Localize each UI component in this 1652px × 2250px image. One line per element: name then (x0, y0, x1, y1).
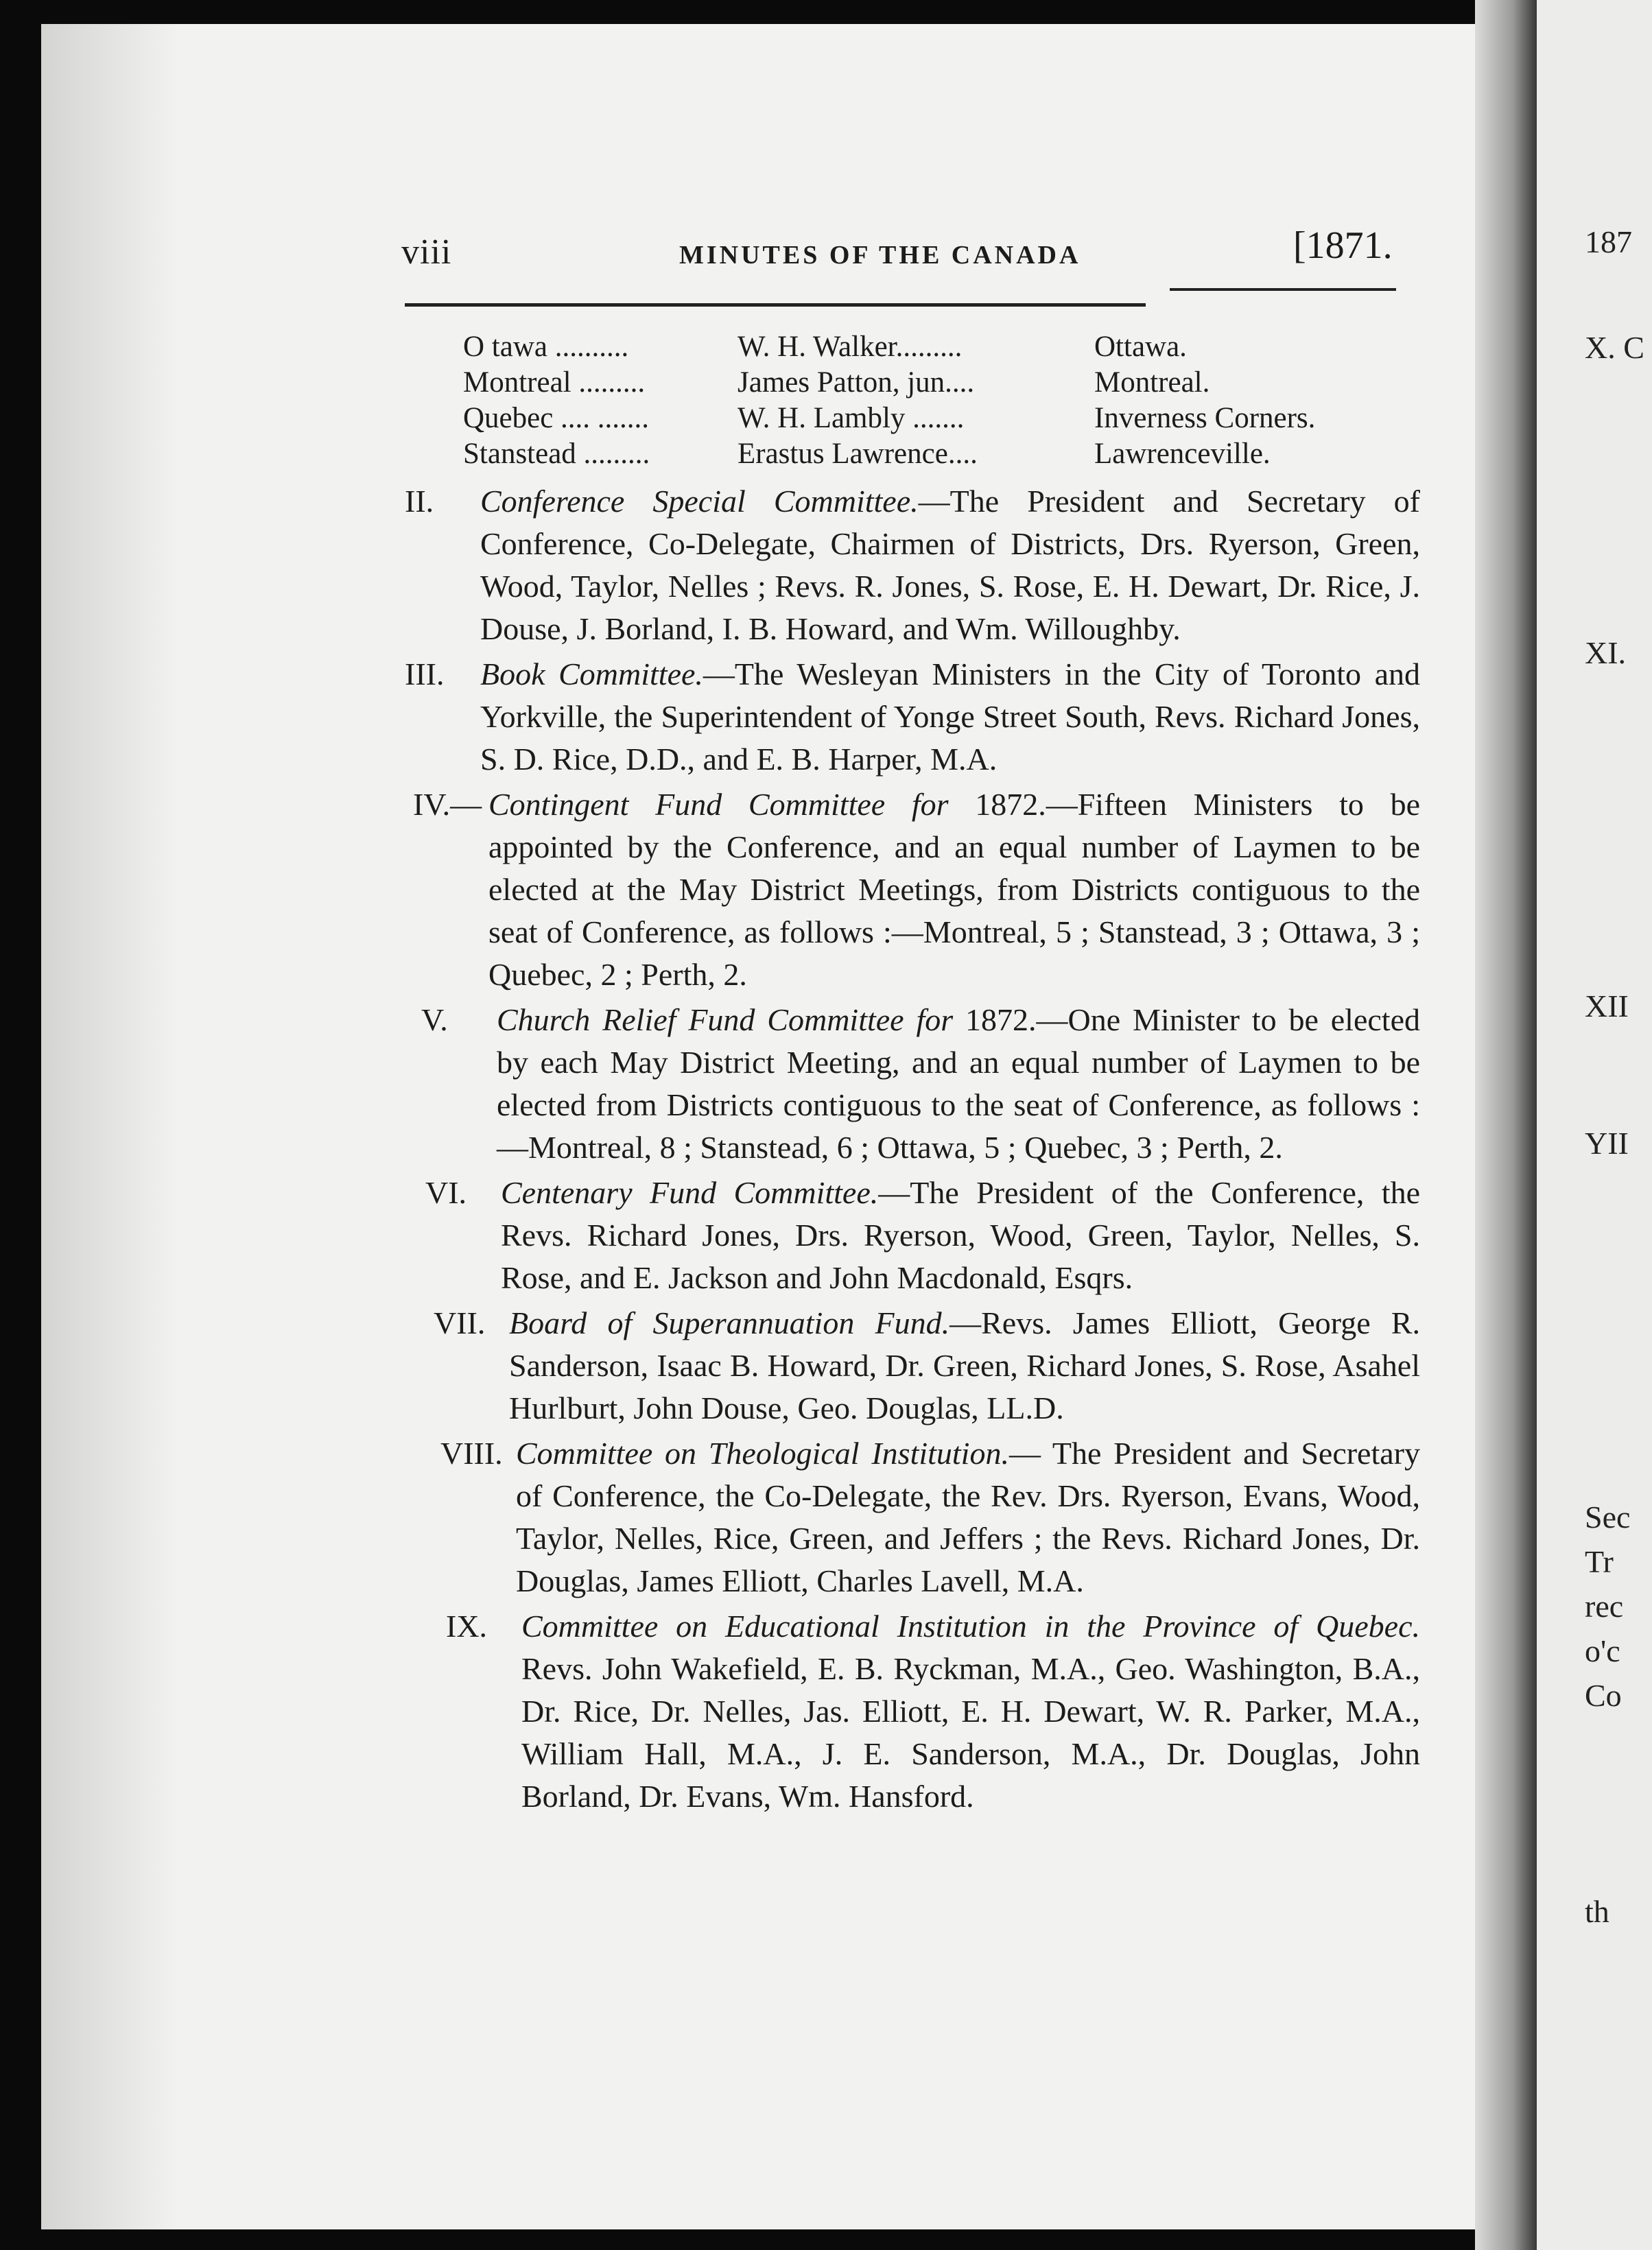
district-place: Inverness Corners. (1094, 402, 1316, 434)
facing-page-fragment: YII (1585, 1126, 1629, 1161)
entry-heading: Book Committee. (480, 656, 703, 691)
entry-text: 1872.—Fifteen Ministers to be appointed by the Conference, and an equal number of Laymen to be elected at the May District Meetings, from Districts contiguous to the seat of Conference, as follows :—Montreal, 5 ; Stanstead, 3 ; Ottawa, 3 ; Quebec, 2 ; Perth, 2. (488, 787, 1420, 992)
committee-entry (405, 480, 1420, 650)
district-person: W. H. Walker......... (738, 331, 963, 363)
entry-number: III. (405, 656, 445, 691)
committee-entry (421, 999, 1420, 1169)
entry-text: —The President of the Conference, the Revs. Richard Jones, Drs. Ryerson, Wood, Green, Taylor, Nelles, S. Rose, and E. Jackson and John Macdonald, Esqrs. (501, 1175, 1420, 1295)
facing-page-fragment: X. C (1585, 330, 1644, 365)
district-person: Erastus Lawrence.... (738, 438, 978, 470)
entry-heading: Centenary Fund Committee. (501, 1175, 879, 1210)
entry-number: IV.— (413, 787, 482, 822)
committee-list (405, 480, 1420, 1821)
committee-entry (405, 653, 1420, 781)
district-row (463, 329, 1315, 365)
facing-page-year: 187 (1585, 224, 1632, 259)
entry-number: VIII. (440, 1436, 503, 1471)
entry-number: II. (405, 484, 434, 519)
committee-entry (440, 1432, 1420, 1602)
entry-heading: Committee on Theological Institution. (516, 1436, 1009, 1471)
district-person: James Patton, jun.... (738, 366, 975, 399)
header-rule (405, 303, 1146, 307)
committee-entry (446, 1605, 1420, 1818)
committee-entry (413, 783, 1420, 996)
district-place: Lawrenceville. (1094, 438, 1271, 470)
facing-page-fragment: XII (1585, 988, 1629, 1023)
facing-page-fragment: Co (1585, 1678, 1622, 1713)
header-rule-right (1170, 288, 1396, 291)
district-name: Quebec .... ....... (463, 402, 650, 434)
entry-text: —The President and Secretary of Conference, Co-Delegate, Chairmen of Districts, Drs. Ryerson, Green, Wood, Taylor, Nelles ; Revs. R. Jones, S. Rose, E. H. Dewart, Dr. Rice, J. Douse, J. Borland, I. B. Howard, and Wm. Willoughby. (480, 484, 1420, 646)
entry-text: 1872.—One Minister to be elected by each May District Meeting, and an equal number of Laymen to be elected from Districts contiguous to the seat of Conference, as follows : —Montreal, 8 ; Stanstead, 6 ; Ottawa, 5 ; Quebec, 3 ; Perth, 2. (497, 1002, 1420, 1165)
entry-text: —The Wesleyan Ministers in the City of Toronto and Yorkville, the Superintendent of Yonge Street South, Revs. Richard Jones, S. D. Rice, D.D., and E. B. Harper, M.A. (480, 656, 1420, 777)
district-row (463, 365, 1315, 401)
district-place: Ottawa. (1094, 331, 1187, 363)
entry-heading: Contingent Fund Committee for (488, 787, 949, 822)
district-row (463, 401, 1315, 436)
facing-page-fragment: XI. (1585, 635, 1627, 670)
entry-text: Revs. John Wakefield, E. B. Ryckman, M.A., Geo. Washington, B.A., Dr. Rice, Dr. Nelles, Jas. Elliott, E. H. Dewart, W. R. Parker, M.A., William Hall, M.A., J. E. Sanderson, M.A., Dr. Douglas, John Borland, Dr. Evans, Wm. Hansford. (521, 1651, 1420, 1814)
district-list (463, 329, 1315, 472)
entry-number: VII. (434, 1305, 486, 1340)
district-name: Stanstead ......... (463, 438, 650, 470)
facing-page-fragment: o'c (1585, 1633, 1620, 1668)
facing-page-fragment: Sec (1585, 1500, 1631, 1535)
entry-heading: Church Relief Fund Committee for (497, 1002, 954, 1037)
district-name: O tawa .......... (463, 331, 629, 363)
entry-text: — The President and Secretary of Conference, the Co-Delegate, the Rev. Drs. Ryerson, Evans, Wood, Taylor, Nelles, Rice, Green, and Jeffers ; the Revs. Richard Jones, Dr. Douglas, James Elliott, Charles Lavell, M.A. (516, 1436, 1420, 1598)
entry-heading: Conference Special Committee. (480, 484, 919, 519)
book-gutter (1475, 0, 1544, 2250)
entry-text: —Revs. James Elliott, George R. Sanderson, Isaac B. Howard, Dr. Green, Richard Jones, S. Rose, Asahel Hurlburt, John Douse, Geo. Douglas, LL.D. (509, 1305, 1420, 1425)
header-year: [1871. (1293, 224, 1393, 267)
committee-entry (434, 1302, 1420, 1430)
committee-entry (425, 1172, 1420, 1299)
facing-page-fragment: Tr (1585, 1544, 1614, 1579)
entry-number: IX. (446, 1609, 488, 1644)
page-folio: viii (401, 233, 452, 272)
entry-number: V. (421, 1002, 448, 1037)
district-person: W. H. Lambly ....... (738, 402, 965, 434)
facing-page-fragment: rec (1585, 1589, 1624, 1624)
district-name: Montreal ......... (463, 366, 646, 399)
entry-heading: Board of Superannuation Fund. (509, 1305, 950, 1340)
district-row (463, 436, 1315, 472)
facing-page-fragment: th (1585, 1894, 1609, 1929)
running-head: MINUTES OF THE CANADA (679, 241, 1081, 270)
district-place: Montreal. (1094, 366, 1210, 399)
entry-number: VI. (425, 1175, 467, 1210)
entry-heading: Committee on Educational Institution in the Province of Quebec. (521, 1609, 1420, 1644)
page-edge-shadow (41, 24, 178, 2229)
